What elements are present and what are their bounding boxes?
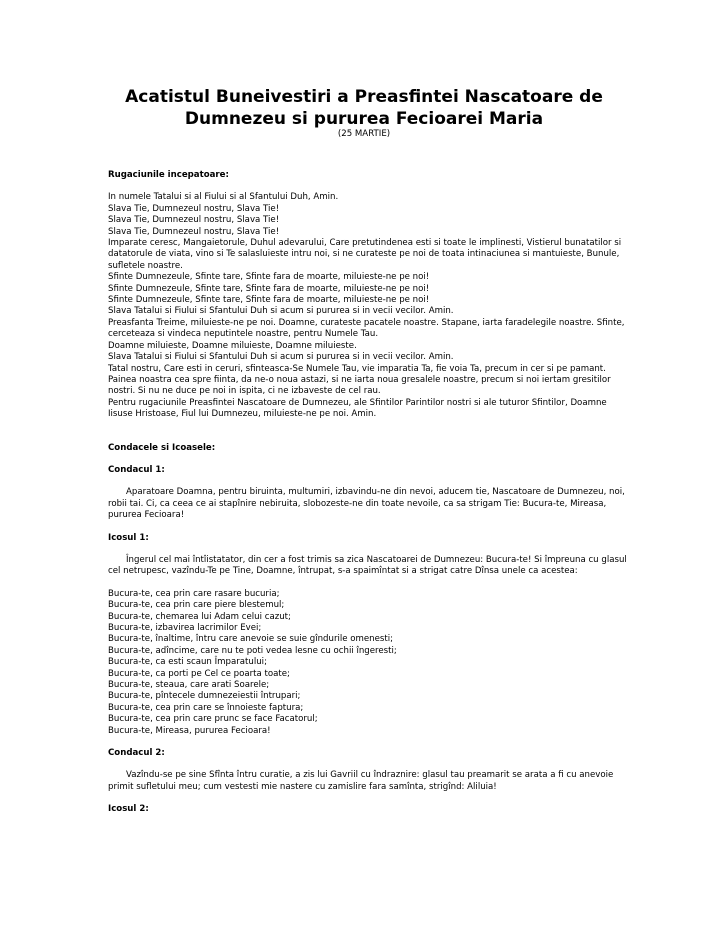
list-item: Bucura-te, steaua, care arati Soarele; xyxy=(108,680,270,691)
prayer-paragraph: Tatal nostru, Care esti in ceruri, sfinteasca-Se Numele Tau, vie imparatia Ta, fie voia Ta, precum in cer si pe pamant. Painea noastra cea spre fiinta, da ne-o noua astazi, si ne iarta noua gresalele noastre, precum si noi iertam gresitilor nostri. Si nu ne duce pe noi in ispita, ci ne izbaveste de cel rau. xyxy=(108,363,611,397)
prayer-line: Sfinte Dumnezeule, Sfinte tare, Sfinte fara de moarte, miluieste-ne pe noi! xyxy=(108,295,430,306)
icos-1-list xyxy=(108,589,628,737)
list-item: Bucura-te, ca esti scaun Împaratului; xyxy=(108,657,267,668)
list-item: Bucura-te, izbavirea lacrimilor Evei; xyxy=(108,623,262,633)
list-item: Bucura-te, Mireasa, pururea Fecioara! xyxy=(108,725,271,736)
prayer-line: Slava Tie, Dumnezeul nostru, Slava Tie! xyxy=(108,215,280,226)
prayer-line: In numele Tatalui si al Fiului si al Sfantului Duh, Amin. xyxy=(108,192,339,203)
list-item: Bucura-te, adîncime, care nu te poti vedea lesne cu ochii îngeresti; xyxy=(108,645,397,656)
prayer-line: Slava Tatalui si Fiului si Sfantului Duh si acum si pururea si in vecii vecilor. Amin. xyxy=(108,306,454,317)
list-item: Bucura-te, cea prin care se înnoieste faptura; xyxy=(108,702,304,713)
section-heading-rugaciuni: Rugaciunile incepatoare: xyxy=(108,170,229,180)
section-heading-condacele: Condacele si Icoasele: xyxy=(108,442,216,453)
prayer-line: Sfinte Dumnezeule, Sfinte tare, Sfinte fara de moarte, miluieste-ne pe noi! xyxy=(108,283,430,294)
document-body xyxy=(108,170,628,816)
prayer-paragraph: Pentru rugaciunile Preasfintei Nascatoare de Dumnezeu, ale Sfintilor Parintilor nostri si ale tuturor Sfintilor, Doamne Iisuse Hristoase, Fiul lui Dumnezeu, miluieste-ne pe noi. Amin. xyxy=(108,397,607,420)
prayer-line: Slava Tatalui si Fiului si Sfantului Duh si acum si pururea si in vecii vecilor. Amin. xyxy=(108,352,454,363)
prayer-line: Sfinte Dumnezeule, Sfinte tare, Sfinte fara de moarte, miluieste-ne pe noi! xyxy=(108,272,430,283)
list-item: Bucura-te, pîntecele dumnezeiestii întrupari; xyxy=(108,691,301,702)
prayer-line: Slava Tie, Dumnezeul nostru, Slava Tie! xyxy=(108,226,280,237)
prayer-paragraph: Preasfanta Treime, miluieste-ne pe noi. Doamne, curateste pacatele noastre. Stapane, iarta faradelegile noastre. Sfinte, cerceteaza si vindeca neputintele noastre, pentru Numele Tau. xyxy=(108,317,625,340)
icos-1-heading: Icosul 1: xyxy=(108,532,149,543)
rugaciuni-block xyxy=(108,192,628,420)
list-item: Bucura-te, cea prin care rasare bucuria; xyxy=(108,588,280,599)
prayer-paragraph: Imparate ceresc, Mangaietorule, Duhul adevarului, Care pretutindenea esti si toate le implinesti, Vistierul bunatatilor si datatorule de viata, vino si Te salasluieste intru noi, si ne curateste pe noi de toata intinaciunea si mantuieste, Bunule, sufletele noastre. xyxy=(108,238,622,271)
document-title: Acatistul Buneivestiri a Preasfintei Nascatoare de Dumnezeu si pururea Fecioarei Maria xyxy=(125,87,603,129)
prayer-line: Slava Tie, Dumnezeul nostru, Slava Tie! xyxy=(108,203,280,214)
list-item: Bucura-te, cea prin care piere blestemul; xyxy=(108,600,285,611)
condac-2-text: Vazîndu-se pe sine Sfînta întru curatie, a zis lui Gavriil cu îndraznire: glasul tau preamarit se arata a fi cu anevoie primit sufletului meu; cum vestesti mie nastere cu zamislire fara samînta, strigînd: Aliluia! xyxy=(108,770,614,792)
icos-2-heading: Icosul 2: xyxy=(108,804,149,815)
condac-1-heading: Condacul 1: xyxy=(108,464,165,475)
document-subtitle: (25 MARTIE) xyxy=(337,129,391,139)
condac-2-heading: Condacul 2: xyxy=(108,748,165,759)
list-item: Bucura-te, ca porti pe Cel ce poarta toate; xyxy=(108,668,290,679)
prayer-line: Doamne miluieste, Doamne miluieste, Doamne miluieste. xyxy=(108,340,357,351)
condac-1-text: Aparatoare Doamna, pentru biruinta, multumiri, izbavindu-ne din nevoi, aducem tie, Nascatoare de Dumnezeu, noi, robii tai. Ci, ca ceea ce ai stapînire nebiruita, slobozeste-ne din toate nevoile, ca sa strigam Tie: Bucura-te, Mireasa, pururea Fecioara! xyxy=(108,487,625,521)
list-item: Bucura-te, chemarea lui Adam celui cazut; xyxy=(108,611,291,622)
list-item: Bucura-te, cea prin care prunc se face Facatorul; xyxy=(108,714,318,725)
icos-1-text: Îngerul cel mai întîistatator, din cer a fost trimis sa zica Nascatoarei de Dumnezeu: Bucura-te! Si împreuna cu glasul cel netrupesc, vazîndu-Te pe Tine, Doamne, întrupat, s-a spaimîntat si a strigat catre Dînsa unele ca acestea: xyxy=(108,554,627,577)
list-item: Bucura-te, înaltime, întru care anevoie se suie gîndurile omenesti; xyxy=(108,634,394,645)
